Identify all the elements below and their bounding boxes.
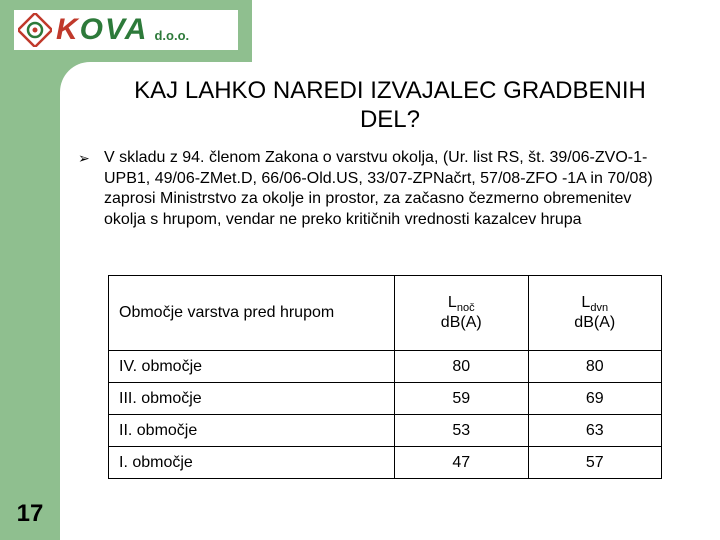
- header-lnoc-unit: dB(A): [440, 314, 482, 332]
- header-ldvn-sub: dvn: [590, 302, 609, 315]
- logo-emblem-icon: [18, 13, 52, 47]
- ldvn-cell: 63: [528, 415, 662, 447]
- zone-cell: III. območje: [109, 383, 395, 415]
- bullet-paragraph: [78, 148, 678, 230]
- lnoc-cell: 53: [395, 415, 529, 447]
- header-lnoc: [395, 276, 529, 351]
- slide-title: KAJ LAHKO NAREDI IZVAJALEC GRADBENIH DEL?: [134, 77, 646, 133]
- ldvn-cell: 57: [528, 447, 662, 479]
- header-ldvn: [528, 276, 662, 351]
- header-lnoc-sub: noč: [456, 302, 475, 315]
- zone-cell: II. območje: [109, 415, 395, 447]
- ldvn-cell: 69: [528, 383, 662, 415]
- noise-zone-table: [108, 275, 662, 479]
- header-ldvn-symbol: L: [581, 293, 591, 311]
- bullet-text: V skladu z 94. členom Zakona o varstvu okolja, (Ur. list RS, št. 39/06-ZVO-1-UPB1, 49/06-ZMet.D, 66/06-Old.US, 33/07-ZPNačrt, 57/08-ZFO -1A in 70/08) zaprosi Ministrstvo za okolje in prostor, za začasno čezmerno obremenitev okolja s hrupom, vendar ne preko kritičnih vrednosti kazalcev hrupa: [104, 149, 653, 228]
- table-row: [109, 351, 662, 383]
- zone-cell: I. območje: [109, 447, 395, 479]
- table-row: [109, 383, 662, 415]
- header-lnoc-symbol: L: [447, 293, 457, 311]
- ldvn-cell: 80: [528, 351, 662, 383]
- logo-brand-text: KOVA: [56, 13, 149, 46]
- left-decor-bar: [0, 0, 60, 540]
- table-header-row: [109, 276, 662, 351]
- header-zone: Območje varstva pred hrupom: [109, 276, 395, 351]
- arrow-bullet-icon: ➢: [78, 150, 90, 166]
- page-number: 17: [16, 500, 44, 527]
- company-logo: [14, 10, 238, 50]
- lnoc-cell: 59: [395, 383, 529, 415]
- table-row: [109, 415, 662, 447]
- zone-cell: IV. območje: [109, 351, 395, 383]
- lnoc-cell: 80: [395, 351, 529, 383]
- lnoc-cell: 47: [395, 447, 529, 479]
- logo-suffix-text: d.o.o.: [154, 27, 190, 43]
- header-ldvn-unit: dB(A): [574, 314, 616, 332]
- corner-decor: [60, 62, 90, 92]
- table-row: [109, 447, 662, 479]
